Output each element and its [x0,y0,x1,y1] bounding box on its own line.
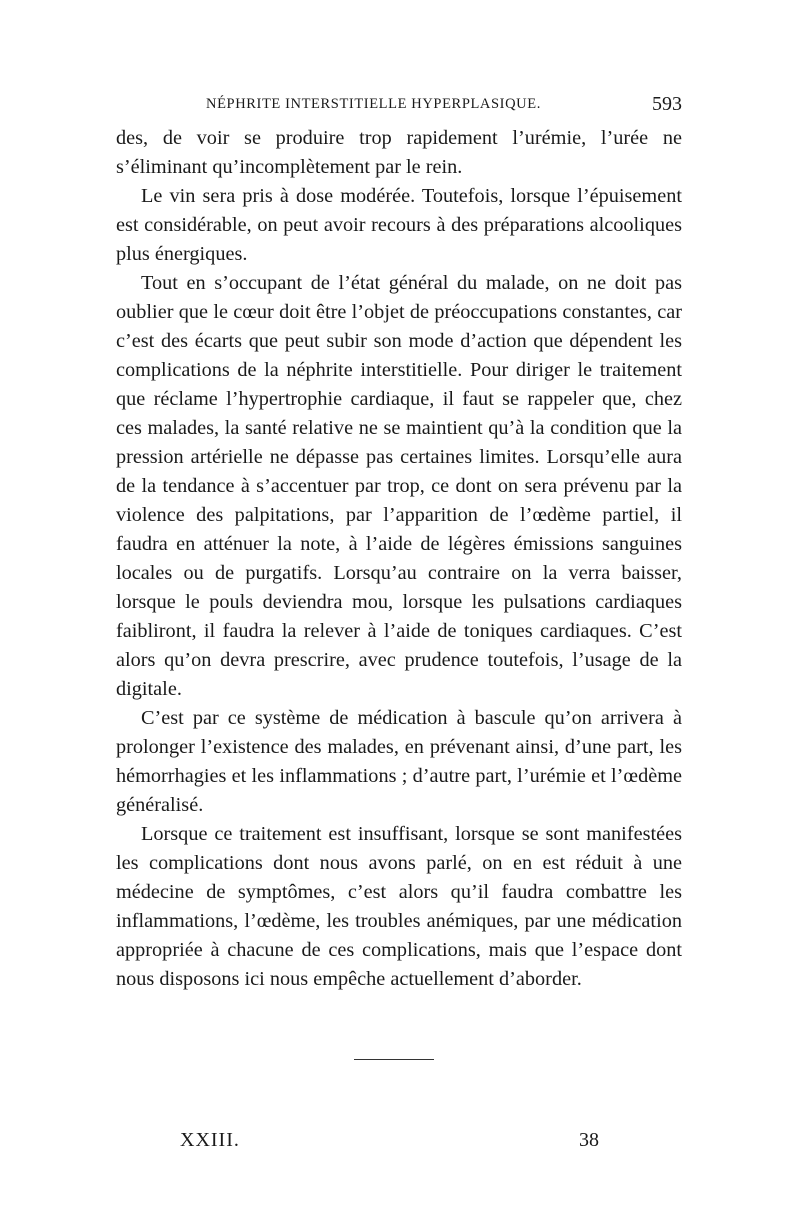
running-title: NÉPHRITE INTERSTITIELLE HYPERPLASIQUE. [206,96,541,112]
folio-number: 38 [579,1129,599,1151]
section-rule [354,1059,434,1060]
paragraph-medication: C’est par ce système de médication à bascule qu’on arrivera à prolonger l’existence des malades, en prévenant ainsi, d’une part, les hémorrhagies et les inflammations ; d’autre part, l’urémie et l’œdème généralisé. [116,707,682,816]
paragraph-heart: Tout en s’occupant de l’état général du malade, on ne doit pas oublier que le cœur doit être l’objet de préoccupations constantes, car c’est des écarts que peut subir son mode d’action que dépendent les complications de la néphrite interstitielle. Pour diriger le traitement que réclame l’hypertrophie cardiaque, il faut se rappeler que, chez ces malades, la santé relative ne se maintient qu’à la condition que la pression artérielle ne dépasse pas certaines limites. Lorsqu’elle aura de la tendance à s’accentuer par trop, ce dont on sera prévenu par la violence des palpitations, par l’apparition de l’œdème partiel, il faudra en atténuer la note, à l’aide de légères émissions sanguines locales ou de purgatifs. Lorsqu’au contraire on la verra baisser, lorsque le pouls deviendra mou, lorsque les pulsations cardiaques faibliront, il faudra la relever à l’aide de toniques cardiaques. C’est alors qu’on devra prescrire, avec prudence toutefois, l’usage de la digitale. [116,272,682,700]
paragraph-wine: Le vin sera pris à dose modérée. Toutefois, lorsque l’épuisement est considérable, on peut avoir recours à des préparations alcooliques plus énergiques. [116,185,682,265]
paragraph-complications: Lorsque ce traitement est insuffisant, lorsque se sont manifestées les complications dont nous avons parlé, on en est réduit à une médecine de symptômes, c’est alors qu’il faudra combattre les inflammations, l’œdème, les troubles anémiques, par une médication appropriée à chacune de ces complications, mais que l’espace dont nous disposons ici nous empêche actuellement d’aborder. [116,823,682,990]
body-text [116,124,682,994]
page-number: 593 [652,93,682,115]
signature-mark: XXIII. [180,1129,240,1151]
paragraph-continuation: des, de voir se produire trop rapidement l’urémie, l’urée ne s’éliminant qu’incomplètement par le rein. [116,127,682,178]
running-head [116,93,682,120]
